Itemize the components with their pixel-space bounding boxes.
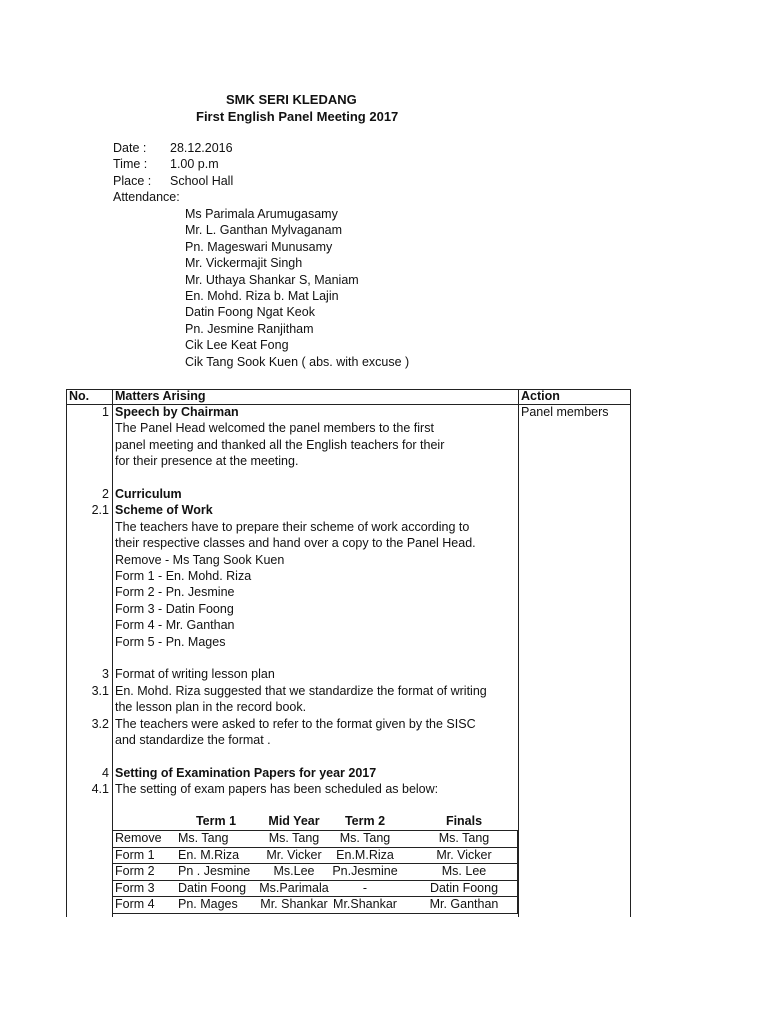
row-text: The teachers have to prepare their scheme of work according to	[115, 519, 470, 534]
minutes-table	[66, 389, 631, 917]
attendee-1: Ms Parimala Arumugasamy	[185, 207, 338, 221]
row-number: 2	[102, 487, 109, 501]
exam-row-label: Remove	[115, 831, 162, 845]
exam-row-label: Form 4	[115, 897, 155, 911]
exam-col-header: Finals	[445, 814, 483, 828]
row-number: 3.1	[91, 683, 109, 698]
exam-row-label: Form 1	[115, 847, 155, 862]
time-label: Time :	[113, 157, 148, 171]
row-text: En. Mohd. Riza suggested that we standardize the format of writing	[115, 683, 487, 698]
row-text: Remove - Ms Tang Sook Kuen	[115, 552, 285, 567]
exam-cell: Pn.Jesmine	[332, 864, 398, 878]
row-text: Form 3 - Datin Foong	[115, 601, 234, 616]
attendee-4: Mr. Vickermajit Singh	[185, 256, 303, 271]
time-row	[113, 157, 219, 171]
exam-row-label: Form 2	[115, 864, 155, 878]
table-left-border	[66, 389, 67, 917]
row-number: 1	[102, 405, 109, 419]
exam-col-header: Mid Year	[268, 814, 320, 828]
exam-cell: En.M.Riza	[336, 847, 394, 862]
table-col-divider-2	[518, 389, 519, 917]
exam-col-header: Term 2	[344, 814, 386, 828]
time-value: 1.00 p.m	[170, 157, 219, 171]
exam-cell: Ms.Lee	[273, 864, 315, 878]
row-text: Form 1 - En. Mohd. Riza	[115, 569, 252, 583]
exam-cell: Ms.Parimala	[259, 880, 329, 895]
exam-cell: Pn. Mages	[178, 897, 238, 911]
row-text: The setting of exam papers has been scheduled as below:	[115, 782, 439, 797]
row-text: panel meeting and thanked all the English teachers for their	[115, 437, 445, 452]
row-number: 2.1	[91, 503, 109, 518]
row-number: 3.2	[91, 716, 109, 731]
row-text: Scheme of Work	[115, 503, 213, 518]
exam-cell: Pn . Jesmine	[178, 864, 251, 878]
exam-cell: -	[362, 880, 368, 895]
date-label: Date :	[113, 141, 147, 155]
row-text: and standardize the format .	[115, 733, 271, 747]
exam-cell: Mr. Shankar	[260, 897, 328, 911]
row-number: 4.1	[91, 782, 109, 797]
exam-cell: Ms. Tang	[339, 831, 391, 845]
row-text: Form 2 - Pn. Jesmine	[115, 585, 235, 600]
exam-table-line	[517, 830, 518, 914]
exam-cell: Mr. Vicker	[266, 847, 322, 862]
attendee-3: Pn. Mageswari Munusamy	[185, 239, 333, 254]
attendee-9: Cik Lee Keat Fong	[185, 338, 289, 353]
attendee-2: Mr. L. Ganthan Mylvaganam	[185, 223, 343, 238]
attendee-7: Datin Foong Ngat Keok	[185, 305, 315, 320]
exam-cell: Datin Foong	[429, 880, 499, 895]
row-text: their respective classes and hand over a copy to the Panel Head.	[115, 536, 476, 551]
exam-cell: Mr. Ganthan	[429, 897, 499, 911]
exam-cell: Ms. Lee	[441, 864, 487, 878]
attendee-8: Pn. Jesmine Ranjitham	[185, 321, 314, 336]
row-text: Speech by Chairman	[115, 405, 239, 419]
attendee-5: Mr. Uthaya Shankar S, Maniam	[185, 272, 359, 287]
school-name: SMK SERI KLEDANG	[226, 92, 357, 107]
row-action: Panel members	[521, 405, 609, 419]
exam-schedule-table	[112, 814, 518, 917]
exam-col-header: Term 1	[195, 814, 237, 828]
place-row	[113, 174, 233, 188]
row-number: 4	[102, 765, 109, 780]
exam-cell: Ms. Tang	[178, 831, 229, 845]
row-text: The teachers were asked to refer to the format given by the SISC	[115, 716, 476, 731]
exam-cell: Ms. Tang	[438, 831, 490, 845]
row-text: for their presence at the meeting.	[115, 454, 299, 469]
exam-cell: Mr.Shankar	[333, 897, 397, 911]
exam-cell: Datin Foong	[178, 880, 247, 895]
meeting-title: First English Panel Meeting 2017	[196, 109, 399, 124]
row-number: 3	[102, 667, 109, 682]
row-text: Format of writing lesson plan	[115, 667, 275, 682]
place-label: Place :	[113, 174, 152, 188]
exam-row-label: Form 3	[115, 880, 155, 895]
col-header-matters: Matters Arising	[115, 389, 206, 403]
col-header-action: Action	[521, 389, 560, 403]
col-header-no: No.	[69, 389, 90, 403]
table-right-border	[630, 389, 631, 917]
date-row	[113, 141, 233, 155]
row-text: Setting of Examination Papers for year 2017	[115, 765, 377, 780]
attendee-6: En. Mohd. Riza b. Mat Lajin	[185, 289, 339, 303]
exam-table-line	[112, 913, 518, 914]
exam-cell: Mr. Vicker	[436, 847, 492, 862]
row-text: Form 5 - Pn. Mages	[115, 634, 226, 649]
attendee-10: Cik Tang Sook Kuen ( abs. with excuse )	[185, 354, 410, 369]
row-text: Curriculum	[115, 487, 182, 501]
exam-cell: Ms. Tang	[268, 831, 320, 845]
row-text: Form 4 - Mr. Ganthan	[115, 618, 235, 633]
place-value: School Hall	[170, 174, 234, 188]
row-text: The Panel Head welcomed the panel members to the first	[115, 421, 434, 436]
date-value: 28.12.2016	[170, 141, 233, 155]
exam-cell: En. M.Riza	[178, 847, 240, 862]
row-text: the lesson plan in the record book.	[115, 700, 307, 715]
attendance-label: Attendance:	[113, 190, 180, 204]
